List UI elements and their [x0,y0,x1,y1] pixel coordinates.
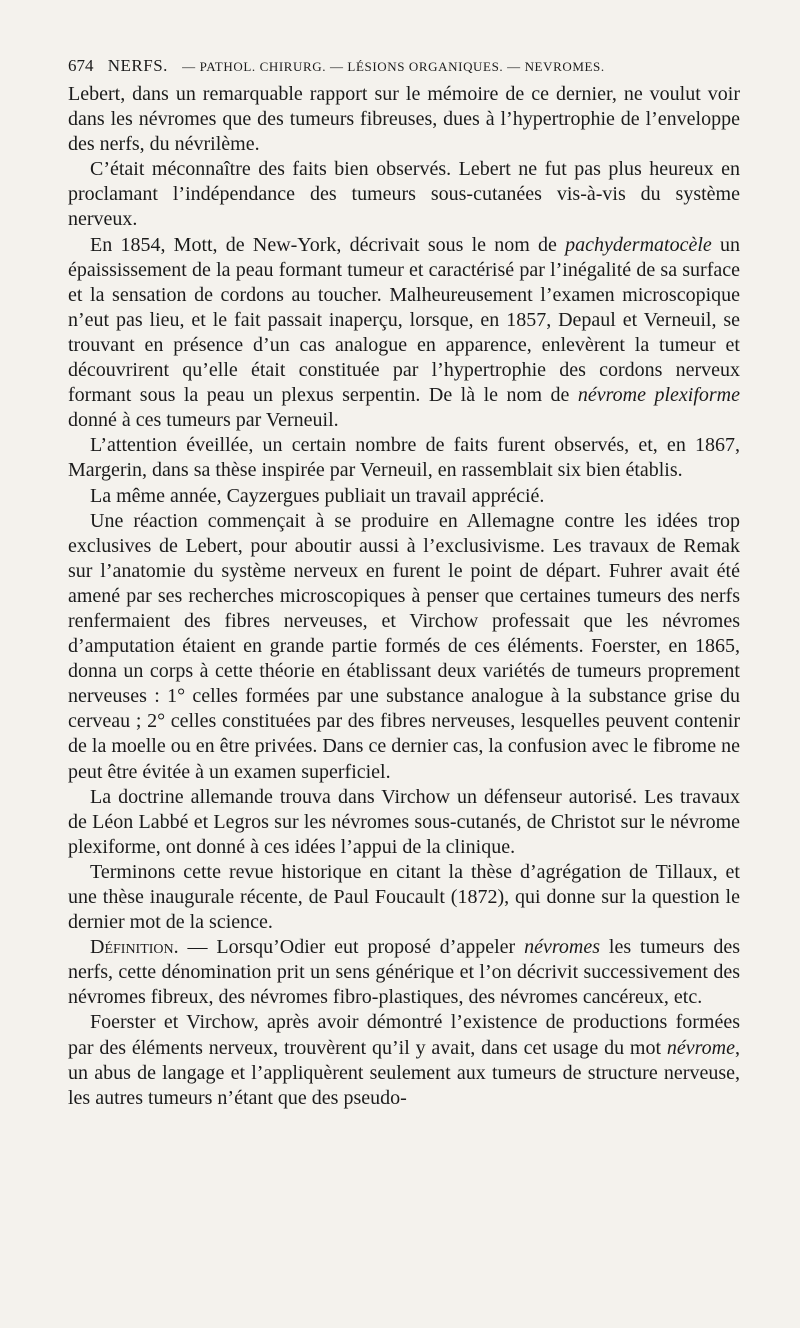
italic-term: névrome [666,1036,735,1059]
body-text [68,82,740,1111]
paragraph: Définition. — Lorsqu’Odier eut proposé d’appeler névromes les tumeurs des nerfs, cette dénomination prit un sens générique et l’on décrivit successivement des névromes fibreux, des névromes fibro-plastiques, des névromes cancéreux, etc. [68,936,740,1009]
paragraph: Lebert, dans un remarquable rapport sur le mémoire de ce dernier, ne voulut voir dans les névromes que des tumeurs fibreuses, dues à l’hypertrophie de l’enveloppe des nerfs, du névrilème. [68,83,740,156]
paragraph: En 1854, Mott, de New-York, décrivait sous le nom de pachydermatocèle un épaississement de la peau formant tumeur et caractérisé par l’inégalité de sa surface et la sensation de cordons au toucher. Malheureusement l’examen microscopique n’eut pas lieu, et le fait passait inaperçu, lorsque, en 1857, Depaul et Verneuil, se trouvant en présence d’un cas analogue en apparence, enlevèrent la tumeur et découvrirent qu’elle était constituée par l’hypertrophie des cordons nerveux formant sous la peau un plexus serpentin. De là le nom de névrome plexiforme donné à ces tumeurs par Verneuil. [68,233,740,432]
section-heading: Définition. [90,936,179,959]
page-number: 674 [68,56,94,75]
paragraph: Foerster et Virchow, après avoir démontré l’existence de productions formées par des éléments nerveux, trouvèrent qu’il y avait, dans cet usage du mot névrome, un abus de langage et l’appliquèrent seulement aux tumeurs de structure nerveuse, les autres tumeurs n’étant que des pseudo- [68,1011,740,1109]
italic-term: pachydermatocèle [565,233,712,256]
running-header [68,52,740,82]
header-subtitle: — PATHOL. CHIRURG. — LÉSIONS ORGANIQUES. — NEVROMES. [182,59,605,74]
page [68,52,740,1111]
paragraph: C’était méconnaître des faits bien observés. Lebert ne fut pas plus heureux en proclamant l’indépendance des tumeurs sous-cutanées vis-à-vis du système nerveux. [68,158,740,231]
paragraph: L’attention éveillée, un certain nombre de faits furent observés, et, en 1867, Margerin, dans sa thèse inspirée par Verneuil, en rassemblait six bien établis. [68,434,740,482]
italic-term: névrome plexiforme [577,384,740,407]
paragraph: Terminons cette revue historique en citant la thèse d’agrégation de Tillaux, et une thèse inaugurale récente, de Paul Foucault (1872), qui donne sur la question le dernier mot de la science. [68,860,740,934]
italic-term: névromes [524,936,601,959]
paragraph: La même année, Cayzergues publiait un travail apprécié. [90,484,545,507]
paragraph: La doctrine allemande trouva dans Virchow un défenseur autorisé. Les travaux de Léon Labbé et Legros sur les névromes sous-cutanés, de Christot sur le névrome plexiforme, ont donné à ces idées l’appui de la clinique. [68,785,740,858]
paragraph: Une réaction commençait à se produire en Allemagne contre les idées trop exclusives de Lebert, pour aboutir aussi à l’exclusivisme. Les travaux de Remak sur l’anatomie du système nerveux en furent le point de départ. Fuhrer avait été amené par ses recherches microscopiques à penser que certaines tumeurs des nerfs renfermaient des fibres nerveuses, et Virchow professait que les névromes d’amputation étaient en grande partie formés de ces éléments. Foerster, en 1865, donna un corps à cette théorie en établissant deux variétés de tumeurs proprement nerveuses : 1° celles formées par une substance analogue à la substance grise du cerveau ; 2° celles constituées par des fibres nerveuses, lesquelles peuvent contenir de la moelle ou en être privées. Dans ce dernier cas, la confusion avec le fibrome ne peut être évitée à un examen superficiel. [68,509,740,783]
header-section: NERFS. [107,56,168,75]
